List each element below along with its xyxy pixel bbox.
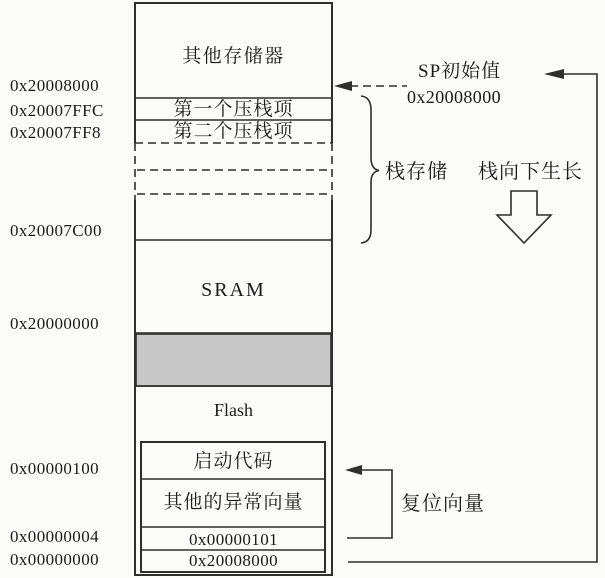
region-boot-code: 启动代码: [193, 451, 274, 472]
address-stack-bottom: 0x20007C00: [10, 221, 102, 240]
region-first-stack-item: 第一个压栈项: [173, 99, 294, 120]
address-first-push: 0x20007FFC: [10, 101, 104, 120]
msp-link-line: [348, 74, 597, 562]
annotation-stack-grows-down: 栈向下生长: [478, 161, 583, 183]
address-reset-vector: 0x00000004: [10, 527, 99, 546]
value-initial-msp: 0x20008000: [189, 551, 278, 570]
stack-dashed-separators: [135, 143, 332, 194]
reset-vector-arrowhead: [345, 465, 362, 475]
region-other-memory: 其他存储器: [182, 46, 285, 67]
annotation-reset-vector: 复位向量: [401, 493, 485, 515]
value-reset-vector: 0x00000101: [189, 530, 278, 549]
reserved-region-shade: [136, 334, 331, 386]
memory-box-dashed-sides: [135, 143, 332, 200]
annotation-sp-initial-value: 0x20008000: [407, 87, 501, 107]
stack-brace: [361, 96, 379, 243]
annotation-sp-initial-label: SP初始值: [418, 61, 502, 82]
stack-grow-down-arrow: [497, 191, 551, 243]
address-second-push: 0x20007FF8: [10, 123, 101, 142]
reset-vector-link-line: [347, 470, 392, 538]
address-msp: 0x00000000: [10, 550, 99, 569]
region-other-exception-vectors: 其他的异常向量: [163, 492, 304, 513]
sp-dashed-arrowhead: [334, 81, 352, 91]
address-sp-top: 0x20008000: [10, 76, 99, 95]
region-sram: SRAM: [201, 279, 266, 301]
address-boot-code: 0x00000100: [10, 459, 99, 478]
region-flash: Flash: [213, 400, 253, 420]
annotation-stack-storage: 栈存储: [385, 161, 448, 183]
msp-link-arrowhead: [544, 69, 564, 79]
address-sram-base: 0x20000000: [10, 314, 99, 333]
region-second-stack-item: 第二个压栈项: [173, 121, 294, 142]
